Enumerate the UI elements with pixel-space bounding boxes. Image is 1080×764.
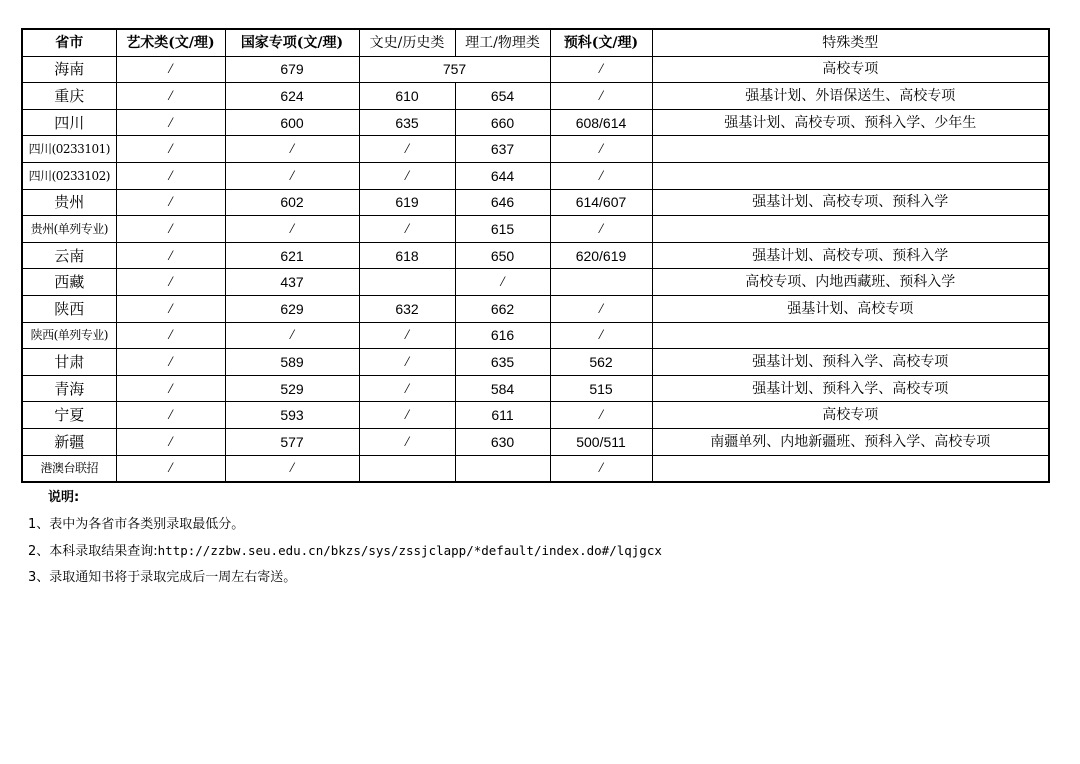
cell-history: / <box>359 162 455 189</box>
cell-special: 强基计划、高校专项 <box>652 295 1049 322</box>
notes-title: 说明: <box>48 490 80 505</box>
cell-history <box>359 269 455 296</box>
cell-history: 632 <box>359 295 455 322</box>
cell-national: 679 <box>225 56 359 83</box>
note-line-2-prefix: 2、本科录取结果查询: <box>28 544 158 559</box>
cell-prep: / <box>550 402 652 429</box>
table-row <box>22 109 1049 136</box>
cell-science: 644 <box>455 162 550 189</box>
cell-science: 615 <box>455 216 550 243</box>
cell-province: 四川(0233101) <box>22 136 116 163</box>
cell-province: 西藏 <box>22 269 116 296</box>
cell-special <box>652 136 1049 163</box>
note-line-1: 1、表中为各省市各类别录取最低分。 <box>28 516 245 532</box>
cell-history: 618 <box>359 242 455 269</box>
table-row <box>22 162 1049 189</box>
table-row <box>22 242 1049 269</box>
table-row <box>22 402 1049 429</box>
cell-special: 强基计划、预科入学、高校专项 <box>652 349 1049 376</box>
cell-science <box>455 455 550 482</box>
cell-science: 630 <box>455 428 550 455</box>
cell-art: / <box>116 455 225 482</box>
table-row <box>22 189 1049 216</box>
cell-prep: 562 <box>550 349 652 376</box>
cell-art: / <box>116 162 225 189</box>
cell-national: 600 <box>225 109 359 136</box>
cell-history: / <box>359 402 455 429</box>
table-row <box>22 455 1049 482</box>
cell-special <box>652 216 1049 243</box>
cell-science: 637 <box>455 136 550 163</box>
cell-special: 高校专项 <box>652 402 1049 429</box>
admission-score-table <box>21 28 1050 483</box>
cell-prep <box>550 269 652 296</box>
cell-history <box>359 455 455 482</box>
table-header-row <box>22 29 1049 56</box>
cell-history-science-merged: 757 <box>359 56 550 83</box>
cell-science: 611 <box>455 402 550 429</box>
cell-special: 高校专项 <box>652 56 1049 83</box>
cell-art: / <box>116 269 225 296</box>
cell-national: 602 <box>225 189 359 216</box>
cell-art: / <box>116 216 225 243</box>
cell-special <box>652 162 1049 189</box>
cell-art: / <box>116 109 225 136</box>
table-row <box>22 136 1049 163</box>
cell-special <box>652 455 1049 482</box>
cell-special: 高校专项、内地西藏班、预科入学 <box>652 269 1049 296</box>
cell-prep: / <box>550 56 652 83</box>
cell-province: 甘肃 <box>22 349 116 376</box>
cell-prep: / <box>550 136 652 163</box>
cell-national: 437 <box>225 269 359 296</box>
cell-province: 新疆 <box>22 428 116 455</box>
cell-national: 624 <box>225 83 359 110</box>
table-row <box>22 56 1049 83</box>
cell-history: / <box>359 216 455 243</box>
cell-history: / <box>359 375 455 402</box>
cell-art: / <box>116 83 225 110</box>
cell-prep: / <box>550 216 652 243</box>
table-row <box>22 322 1049 349</box>
cell-science: 660 <box>455 109 550 136</box>
cell-art: / <box>116 375 225 402</box>
cell-national: 529 <box>225 375 359 402</box>
cell-national: / <box>225 455 359 482</box>
cell-special: 强基计划、外语保送生、高校专项 <box>652 83 1049 110</box>
cell-prep: 614/607 <box>550 189 652 216</box>
header-special: 特殊类型 <box>652 29 1049 56</box>
cell-special: 南疆单列、内地新疆班、预科入学、高校专项 <box>652 428 1049 455</box>
cell-art: / <box>116 56 225 83</box>
query-url-link[interactable]: http://zzbw.seu.edu.cn/bkzs/sys/zssjclapp/*default/index.do#/lqjgcx <box>157 543 662 558</box>
cell-province: 四川 <box>22 109 116 136</box>
cell-art: / <box>116 428 225 455</box>
cell-province: 陕西 <box>22 295 116 322</box>
cell-history: / <box>359 349 455 376</box>
cell-prep: 620/619 <box>550 242 652 269</box>
header-science: 理工/物理类 <box>455 29 550 56</box>
cell-science: / <box>455 269 550 296</box>
header-national: 国家专项(文/理) <box>225 29 359 56</box>
cell-province: 宁夏 <box>22 402 116 429</box>
cell-special: 强基计划、预科入学、高校专项 <box>652 375 1049 402</box>
header-history: 文史/历史类 <box>359 29 455 56</box>
cell-science: 654 <box>455 83 550 110</box>
cell-prep: / <box>550 455 652 482</box>
cell-national: / <box>225 136 359 163</box>
cell-art: / <box>116 242 225 269</box>
cell-province: 四川(0233102) <box>22 162 116 189</box>
cell-prep: 515 <box>550 375 652 402</box>
cell-national: 589 <box>225 349 359 376</box>
cell-national: 593 <box>225 402 359 429</box>
table-row <box>22 375 1049 402</box>
cell-history: / <box>359 136 455 163</box>
cell-national: / <box>225 162 359 189</box>
cell-province: 重庆 <box>22 83 116 110</box>
cell-province: 贵州(单列专业) <box>22 216 116 243</box>
cell-province: 青海 <box>22 375 116 402</box>
cell-national: / <box>225 322 359 349</box>
cell-national: 629 <box>225 295 359 322</box>
note-line-2 <box>28 541 662 568</box>
cell-province: 陕西(单列专业) <box>22 322 116 349</box>
cell-national: 577 <box>225 428 359 455</box>
cell-prep: 500/511 <box>550 428 652 455</box>
cell-special: 强基计划、高校专项、预科入学 <box>652 189 1049 216</box>
cell-science: 616 <box>455 322 550 349</box>
cell-science: 646 <box>455 189 550 216</box>
cell-history: 619 <box>359 189 455 216</box>
cell-special <box>652 322 1049 349</box>
cell-prep: / <box>550 162 652 189</box>
cell-art: / <box>116 189 225 216</box>
cell-science: 635 <box>455 349 550 376</box>
cell-prep: 608/614 <box>550 109 652 136</box>
cell-prep: / <box>550 83 652 110</box>
cell-province: 海南 <box>22 56 116 83</box>
cell-prep: / <box>550 322 652 349</box>
note-line-3: 3、录取通知书将于录取完成后一周左右寄送。 <box>28 569 297 585</box>
cell-national: 621 <box>225 242 359 269</box>
cell-art: / <box>116 349 225 376</box>
table-row <box>22 269 1049 296</box>
cell-science: 584 <box>455 375 550 402</box>
notes-section <box>28 488 662 594</box>
cell-art: / <box>116 402 225 429</box>
header-prep: 预科(文/理) <box>550 29 652 56</box>
cell-art: / <box>116 136 225 163</box>
cell-special: 强基计划、高校专项、预科入学、少年生 <box>652 109 1049 136</box>
header-art: 艺术类(文/理) <box>116 29 225 56</box>
cell-science: 650 <box>455 242 550 269</box>
cell-province: 云南 <box>22 242 116 269</box>
cell-history: 635 <box>359 109 455 136</box>
cell-province: 贵州 <box>22 189 116 216</box>
cell-science: 662 <box>455 295 550 322</box>
table-row <box>22 216 1049 243</box>
cell-national: / <box>225 216 359 243</box>
table-row <box>22 428 1049 455</box>
table-row <box>22 83 1049 110</box>
cell-art: / <box>116 322 225 349</box>
cell-history: 610 <box>359 83 455 110</box>
cell-art: / <box>116 295 225 322</box>
cell-history: / <box>359 428 455 455</box>
header-province: 省市 <box>22 29 116 56</box>
table-row <box>22 295 1049 322</box>
cell-special: 强基计划、高校专项、预科入学 <box>652 242 1049 269</box>
cell-province: 港澳台联招 <box>22 455 116 482</box>
cell-prep: / <box>550 295 652 322</box>
cell-history: / <box>359 322 455 349</box>
table-row <box>22 349 1049 376</box>
